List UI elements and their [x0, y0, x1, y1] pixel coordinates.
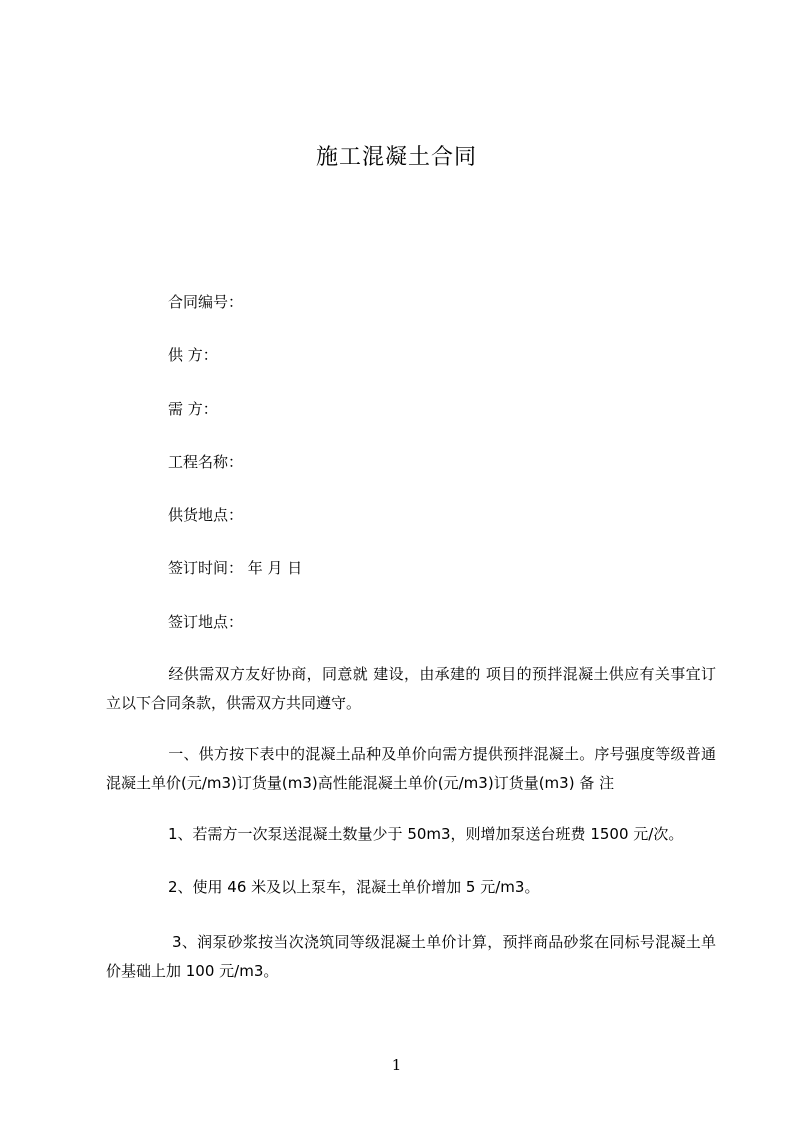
- item-2-text: 2、使用 46 米及以上泵车，混凝土单价增加 5 元/m3。: [168, 878, 540, 896]
- field-delivery-place: 供货地点：: [168, 506, 244, 524]
- field-sign-place: 签订地点：: [168, 613, 244, 631]
- item-3-text: 3、润泵砂浆按当次浇筑同等级混凝土单价计算，预拌商品砂浆在同标号混凝土单价基础上加 100 元/m3。: [106, 933, 716, 980]
- item-2-paragraph: [106, 873, 716, 902]
- document-title: 施工混凝土合同: [315, 145, 477, 170]
- page-number: 1: [391, 1056, 402, 1074]
- field-contract-no: 合同编号：: [168, 293, 244, 311]
- item-3-paragraph: [106, 928, 716, 986]
- item-1-text: 1、若需方一次泵送混凝土数量少于 50m3，则增加泵送台班费 1500 元/次。: [168, 825, 684, 843]
- clause-1-text: 一、供方按下表中的混凝土品种及单价向需方提供预拌混凝土。序号强度等级普通混凝土单价(元/m3)订货量(m3)高性能混凝土单价(元/m3)订货量(m3) 备 注: [106, 745, 716, 792]
- item-1-paragraph: [106, 820, 716, 849]
- field-supplier: 供 方：: [168, 346, 218, 364]
- field-project-name: 工程名称：: [168, 453, 244, 471]
- intro-paragraph: [106, 660, 716, 718]
- field-buyer: 需 方：: [168, 400, 218, 418]
- intro-text: 经供需双方友好协商，同意就 建设，由承建的 项目的预拌混凝土供应有关事宜订立以下合同条款，供需双方共同遵守。: [106, 665, 716, 712]
- field-sign-time: 签订时间： 年 月 日: [168, 559, 303, 577]
- clause-1-paragraph: [106, 740, 716, 798]
